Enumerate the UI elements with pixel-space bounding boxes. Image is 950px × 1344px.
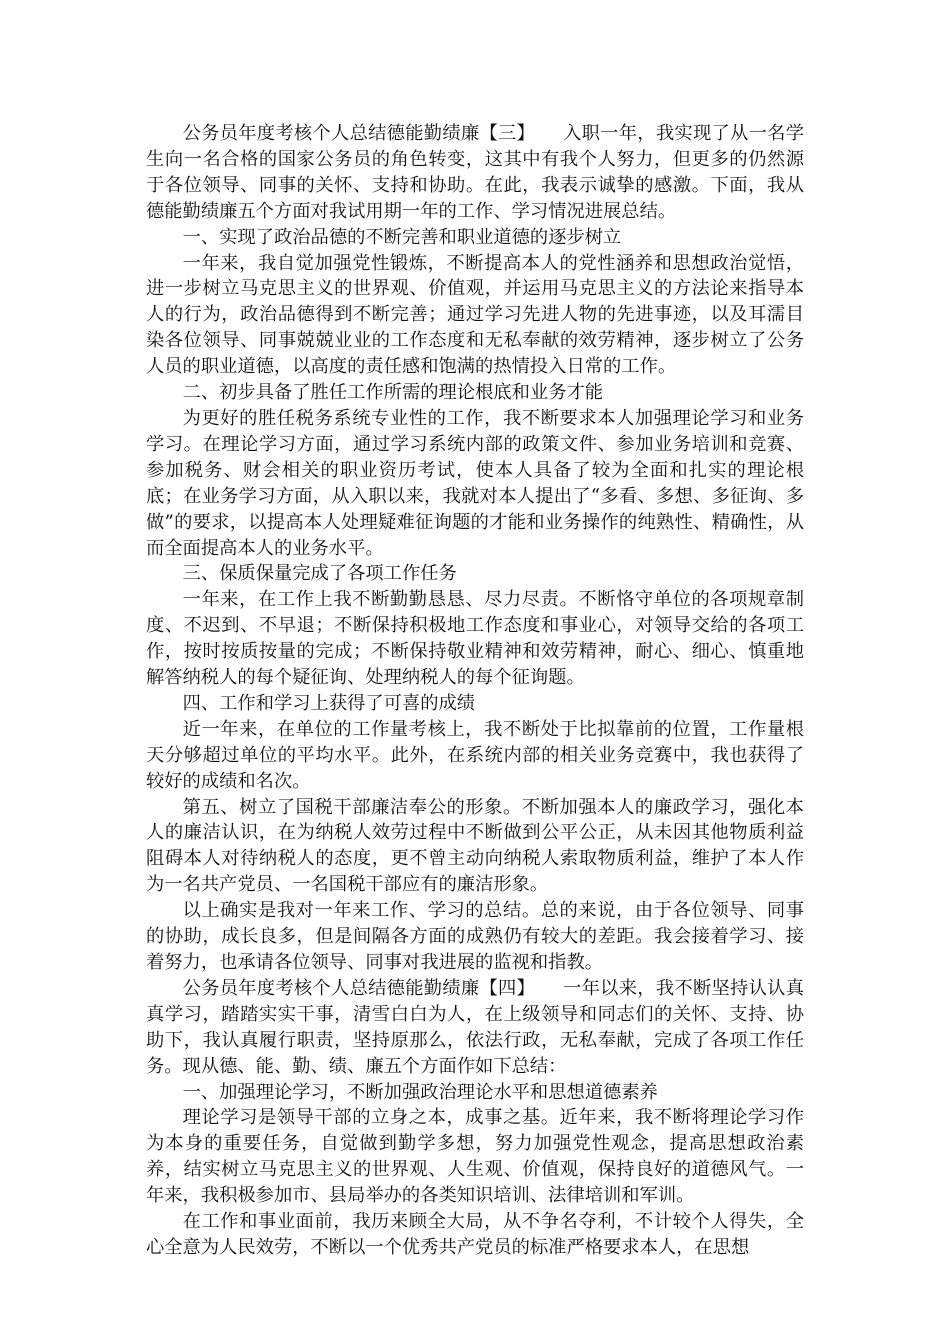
conclusion-paragraph: 以上确实是我对一年来工作、学习的总结。总的来说，由于各位领导、同事的协助，成长良多，但是间隔各方面的成熟仍有较大的差距。我会接着学习、接着努力，也承请各位领导、同事对我进展的监视和指教。	[146, 900, 804, 973]
body-paragraph: 一年来，我自觉加强党性锻炼，不断提高本人的党性涵养和思想政治觉悟，进一步树立马克思主义的世界观、价值观，并运用马克思主义的方法论来指导本人的行为，政治品德得到不断完善；通过学习先进人物的先进事迹，以及耳濡目染各位领导、同事兢兢业业的工作态度和无私奉献的效劳精神，逐步树立了公务人员的职业道德，以高度的责任感和饱满的热情投入日常的工作。	[146, 252, 804, 378]
body-paragraph: 为更好的胜任税务系统专业性的工作，我不断要求本人加强理论学习和业务学习。在理论学习方面，通过学习系统内部的政策文件、参加业务培训和竞赛、参加税务、财会相关的职业资历考试，使本人具备了较为全面和扎实的理论根底；在业务学习方面，从入职以来，我就对本人提出了“多看、多想、多征询、多做”的要求，以提高本人处理疑难征询题的才能和业务操作的纯熟性、精确性，从而全面提高本人的业务水平。	[146, 407, 804, 559]
section-heading-achievements: 四、工作和学习上获得了可喜的成绩	[182, 692, 476, 714]
body-paragraph: 在工作和事业面前，我历来顾全大局，从不争名夺利，不计较个人得失，全心全意为人民效劳，不断以一个优秀共产党员的标准严格要求本人，在思想	[146, 1211, 804, 1258]
section-heading-political-ethics: 一、实现了政治品德的不断完善和职业道德的逐步树立	[182, 226, 622, 248]
body-paragraph: 理论学习是领导干部的立身之本，成事之基。近年来，我不断将理论学习作为本身的重要任务，自觉做到勤学多想，努力加强党性观念，提高思想政治素养，结实树立马克思主义的世界观、人生观、价值观，保持良好的道德风气。一年来，我积极参加市、县局举办的各类知识培训、法律培训和军训。	[146, 1107, 804, 1207]
summary-4-intro-paragraph: 公务员年度考核个人总结德能勤绩廉【四】 一年以来，我不断坚持认认真真学习，踏踏实实干事，清雪白白为人，在上级领导和同志们的关怀、支持、协助下，我认真履行职责，坚持原那么，依法行政，无私奉献，完成了各项工作任务。现从德、能、勤、绩、廉五个方面作如下总结：	[146, 977, 804, 1077]
summary-3-intro-paragraph: 公务员年度考核个人总结德能勤绩廉【三】 入职一年，我实现了从一名学生向一名合格的国家公务员的角色转变，这其中有我个人努力，但更多的仍然源于各位领导、同事的关怀、支持和协助。在此，我表示诚挚的感激。下面，我从德能勤绩廉五个方面对我试用期一年的工作、学习情况进展总结。	[146, 123, 804, 222]
body-paragraph: 一年来，在工作上我不断勤勤恳恳、尽力尽责。不断恪守单位的各项规章制度、不迟到、不早退；不断保持积极地工作态度和事业心，对领导交给的各项工作，按时按质按量的完成；不断保持敬业精神和效劳精神，耐心、细心、慎重地解答纳税人的每个疑征询、处理纳税人的每个征询题。	[146, 589, 804, 689]
section-heading-theory-foundation: 二、初步具备了胜任工作所需的理论根底和业务才能	[182, 382, 604, 404]
body-paragraph: 近一年来，在单位的工作量考核上，我不断处于比拟靠前的位置，工作量根天分够超过单位的平均水平。此外，在系统内部的相关业务竞赛中，我也获得了较好的成绩和名次。	[146, 718, 804, 792]
section-heading-work-tasks: 三、保质保量完成了各项工作任务	[182, 563, 457, 585]
section-paragraph-integrity: 第五、树立了国税干部廉洁奉公的形象。不断加强本人的廉政学习，强化本人的廉洁认识，在为纳税人效劳过程中不断做到公平公正，从未因其他物质利益阻碍本人对待纳税人的态度，更不曾主动向纳税人索取物质利益，维护了本人作为一名共产党员、一名国税干部应有的廉洁形象。	[146, 796, 804, 896]
section-heading-theory-study: 一、加强理论学习，不断加强政治理论水平和思想道德素养	[182, 1081, 658, 1103]
document-page	[146, 121, 804, 1261]
